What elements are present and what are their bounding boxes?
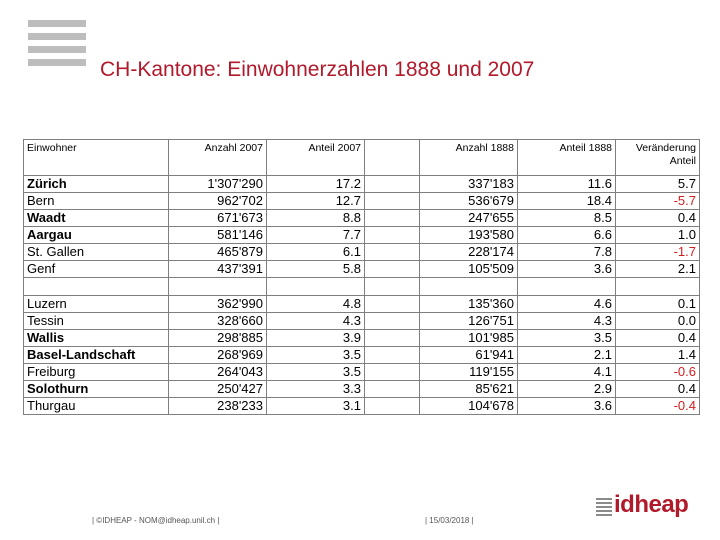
- cell-anteil-2007: 3.3: [267, 381, 365, 398]
- spacer-cell: [267, 278, 365, 296]
- cell-veraenderung: 0.4: [616, 381, 700, 398]
- cell-anzahl-2007: 1'307'290: [169, 176, 267, 193]
- cell-veraenderung: 0.1: [616, 296, 700, 313]
- header-veraenderung-line2: Anteil: [669, 155, 696, 167]
- header-empty: [365, 140, 420, 176]
- cell-anteil-2007: 7.7: [267, 227, 365, 244]
- cell-veraenderung: 5.7: [616, 176, 700, 193]
- cell-veraenderung: 1.4: [616, 347, 700, 364]
- deco-bar-3: [28, 46, 86, 53]
- table-row: [24, 244, 700, 261]
- cell-anzahl-2007: 465'879: [169, 244, 267, 261]
- cell-anteil-2007: 5.8: [267, 261, 365, 278]
- cell-anteil-1888: 18.4: [518, 193, 616, 210]
- population-table: [23, 139, 700, 415]
- spacer-cell: [365, 278, 420, 296]
- cell-anzahl-2007: 298'885: [169, 330, 267, 347]
- footer-date: | 15/03/2018 |: [425, 516, 474, 525]
- spacer-cell: [169, 278, 267, 296]
- cell-anteil-1888: 3.5: [518, 330, 616, 347]
- cell-name: Thurgau: [24, 398, 169, 415]
- cell-veraenderung: 0.4: [616, 330, 700, 347]
- cell-anteil-2007: 17.2: [267, 176, 365, 193]
- cell-anteil-2007: 3.1: [267, 398, 365, 415]
- cell-anzahl-1888: 119'155: [420, 364, 518, 381]
- table-row: [24, 261, 700, 278]
- cell-anzahl-2007: 581'146: [169, 227, 267, 244]
- cell-name: Zürich: [24, 176, 169, 193]
- cell-empty: [365, 227, 420, 244]
- cell-name: Basel-Landschaft: [24, 347, 169, 364]
- cell-name: Bern: [24, 193, 169, 210]
- table-row: [24, 210, 700, 227]
- table-header-row: [24, 140, 700, 176]
- cell-anzahl-1888: 247'655: [420, 210, 518, 227]
- cell-empty: [365, 398, 420, 415]
- cell-anteil-1888: 11.6: [518, 176, 616, 193]
- cell-veraenderung: -5.7: [616, 193, 700, 210]
- cell-anteil-2007: 6.1: [267, 244, 365, 261]
- spacer-cell: [24, 278, 169, 296]
- cell-veraenderung: 1.0: [616, 227, 700, 244]
- cell-anteil-2007: 3.9: [267, 330, 365, 347]
- cell-anteil-1888: 3.6: [518, 261, 616, 278]
- logo-text: idheap: [614, 491, 689, 518]
- cell-anzahl-1888: 85'621: [420, 381, 518, 398]
- cell-name: Genf: [24, 261, 169, 278]
- table-row: [24, 330, 700, 347]
- cell-empty: [365, 244, 420, 261]
- cell-anzahl-2007: 238'233: [169, 398, 267, 415]
- cell-anzahl-2007: 268'969: [169, 347, 267, 364]
- cell-anzahl-1888: 104'678: [420, 398, 518, 415]
- cell-anzahl-2007: 437'391: [169, 261, 267, 278]
- cell-anzahl-1888: 135'360: [420, 296, 518, 313]
- cell-anteil-2007: 4.3: [267, 313, 365, 330]
- cell-veraenderung: -0.6: [616, 364, 700, 381]
- cell-anzahl-2007: 671'673: [169, 210, 267, 227]
- footer-copyright: | ©IDHEAP - NOM@idheap.unil.ch |: [92, 516, 220, 525]
- header-veraenderung-line1: Veränderung: [635, 142, 696, 154]
- cell-anzahl-1888: 101'985: [420, 330, 518, 347]
- cell-empty: [365, 313, 420, 330]
- slide-title: CH-Kantone: Einwohnerzahlen 1888 und 2007: [100, 58, 535, 81]
- deco-bar-2: [28, 33, 86, 40]
- cell-empty: [365, 261, 420, 278]
- cell-name: St. Gallen: [24, 244, 169, 261]
- cell-empty: [365, 210, 420, 227]
- table-row: [24, 176, 700, 193]
- table-row: [24, 296, 700, 313]
- cell-empty: [365, 176, 420, 193]
- cell-veraenderung: -0.4: [616, 398, 700, 415]
- cell-name: Luzern: [24, 296, 169, 313]
- header-veraenderung: [616, 140, 700, 176]
- table-row: [24, 364, 700, 381]
- cell-anteil-2007: 8.8: [267, 210, 365, 227]
- cell-anteil-1888: 2.9: [518, 381, 616, 398]
- cell-anzahl-2007: 250'427: [169, 381, 267, 398]
- cell-anteil-1888: 2.1: [518, 347, 616, 364]
- table-row: [24, 347, 700, 364]
- spacer-cell: [616, 278, 700, 296]
- cell-anteil-2007: 12.7: [267, 193, 365, 210]
- cell-empty: [365, 364, 420, 381]
- cell-name: Aargau: [24, 227, 169, 244]
- spacer-cell: [518, 278, 616, 296]
- header-anteil-2007: Anteil 2007: [267, 140, 365, 176]
- header-name: Einwohner: [24, 140, 169, 176]
- table-row: [24, 313, 700, 330]
- cell-anteil-1888: 7.8: [518, 244, 616, 261]
- cell-veraenderung: 0.0: [616, 313, 700, 330]
- cell-empty: [365, 296, 420, 313]
- header-anzahl-2007: Anzahl 2007: [169, 140, 267, 176]
- cell-anteil-2007: 3.5: [267, 347, 365, 364]
- cell-empty: [365, 330, 420, 347]
- table-row: [24, 193, 700, 210]
- cell-name: Tessin: [24, 313, 169, 330]
- cell-anteil-1888: 4.3: [518, 313, 616, 330]
- cell-anzahl-2007: 264'043: [169, 364, 267, 381]
- spacer-row: [24, 278, 700, 296]
- table-row: [24, 381, 700, 398]
- cell-name: Solothurn: [24, 381, 169, 398]
- cell-veraenderung: 0.4: [616, 210, 700, 227]
- cell-anzahl-1888: 536'679: [420, 193, 518, 210]
- cell-name: Waadt: [24, 210, 169, 227]
- cell-empty: [365, 381, 420, 398]
- cell-anteil-2007: 4.8: [267, 296, 365, 313]
- cell-name: Wallis: [24, 330, 169, 347]
- deco-bar-1: [28, 20, 86, 27]
- cell-anzahl-1888: 126'751: [420, 313, 518, 330]
- cell-anzahl-2007: 362'990: [169, 296, 267, 313]
- cell-anzahl-1888: 228'174: [420, 244, 518, 261]
- header-anzahl-1888: Anzahl 1888: [420, 140, 518, 176]
- cell-anteil-1888: 3.6: [518, 398, 616, 415]
- header-anteil-1888: Anteil 1888: [518, 140, 616, 176]
- cell-empty: [365, 347, 420, 364]
- table-row: [24, 227, 700, 244]
- cell-anteil-1888: 6.6: [518, 227, 616, 244]
- cell-anteil-1888: 8.5: [518, 210, 616, 227]
- table-row: [24, 398, 700, 415]
- cell-anzahl-1888: 61'941: [420, 347, 518, 364]
- cell-anteil-1888: 4.1: [518, 364, 616, 381]
- cell-anzahl-1888: 193'580: [420, 227, 518, 244]
- cell-empty: [365, 193, 420, 210]
- cell-veraenderung: 2.1: [616, 261, 700, 278]
- cell-anzahl-2007: 962'702: [169, 193, 267, 210]
- cell-name: Freiburg: [24, 364, 169, 381]
- cell-anzahl-1888: 105'509: [420, 261, 518, 278]
- cell-anzahl-2007: 328'660: [169, 313, 267, 330]
- cell-veraenderung: -1.7: [616, 244, 700, 261]
- cell-anteil-2007: 3.5: [267, 364, 365, 381]
- cell-anteil-1888: 4.6: [518, 296, 616, 313]
- cell-anzahl-1888: 337'183: [420, 176, 518, 193]
- deco-bar-4: [28, 59, 86, 66]
- idheap-logo: [596, 491, 689, 521]
- spacer-cell: [420, 278, 518, 296]
